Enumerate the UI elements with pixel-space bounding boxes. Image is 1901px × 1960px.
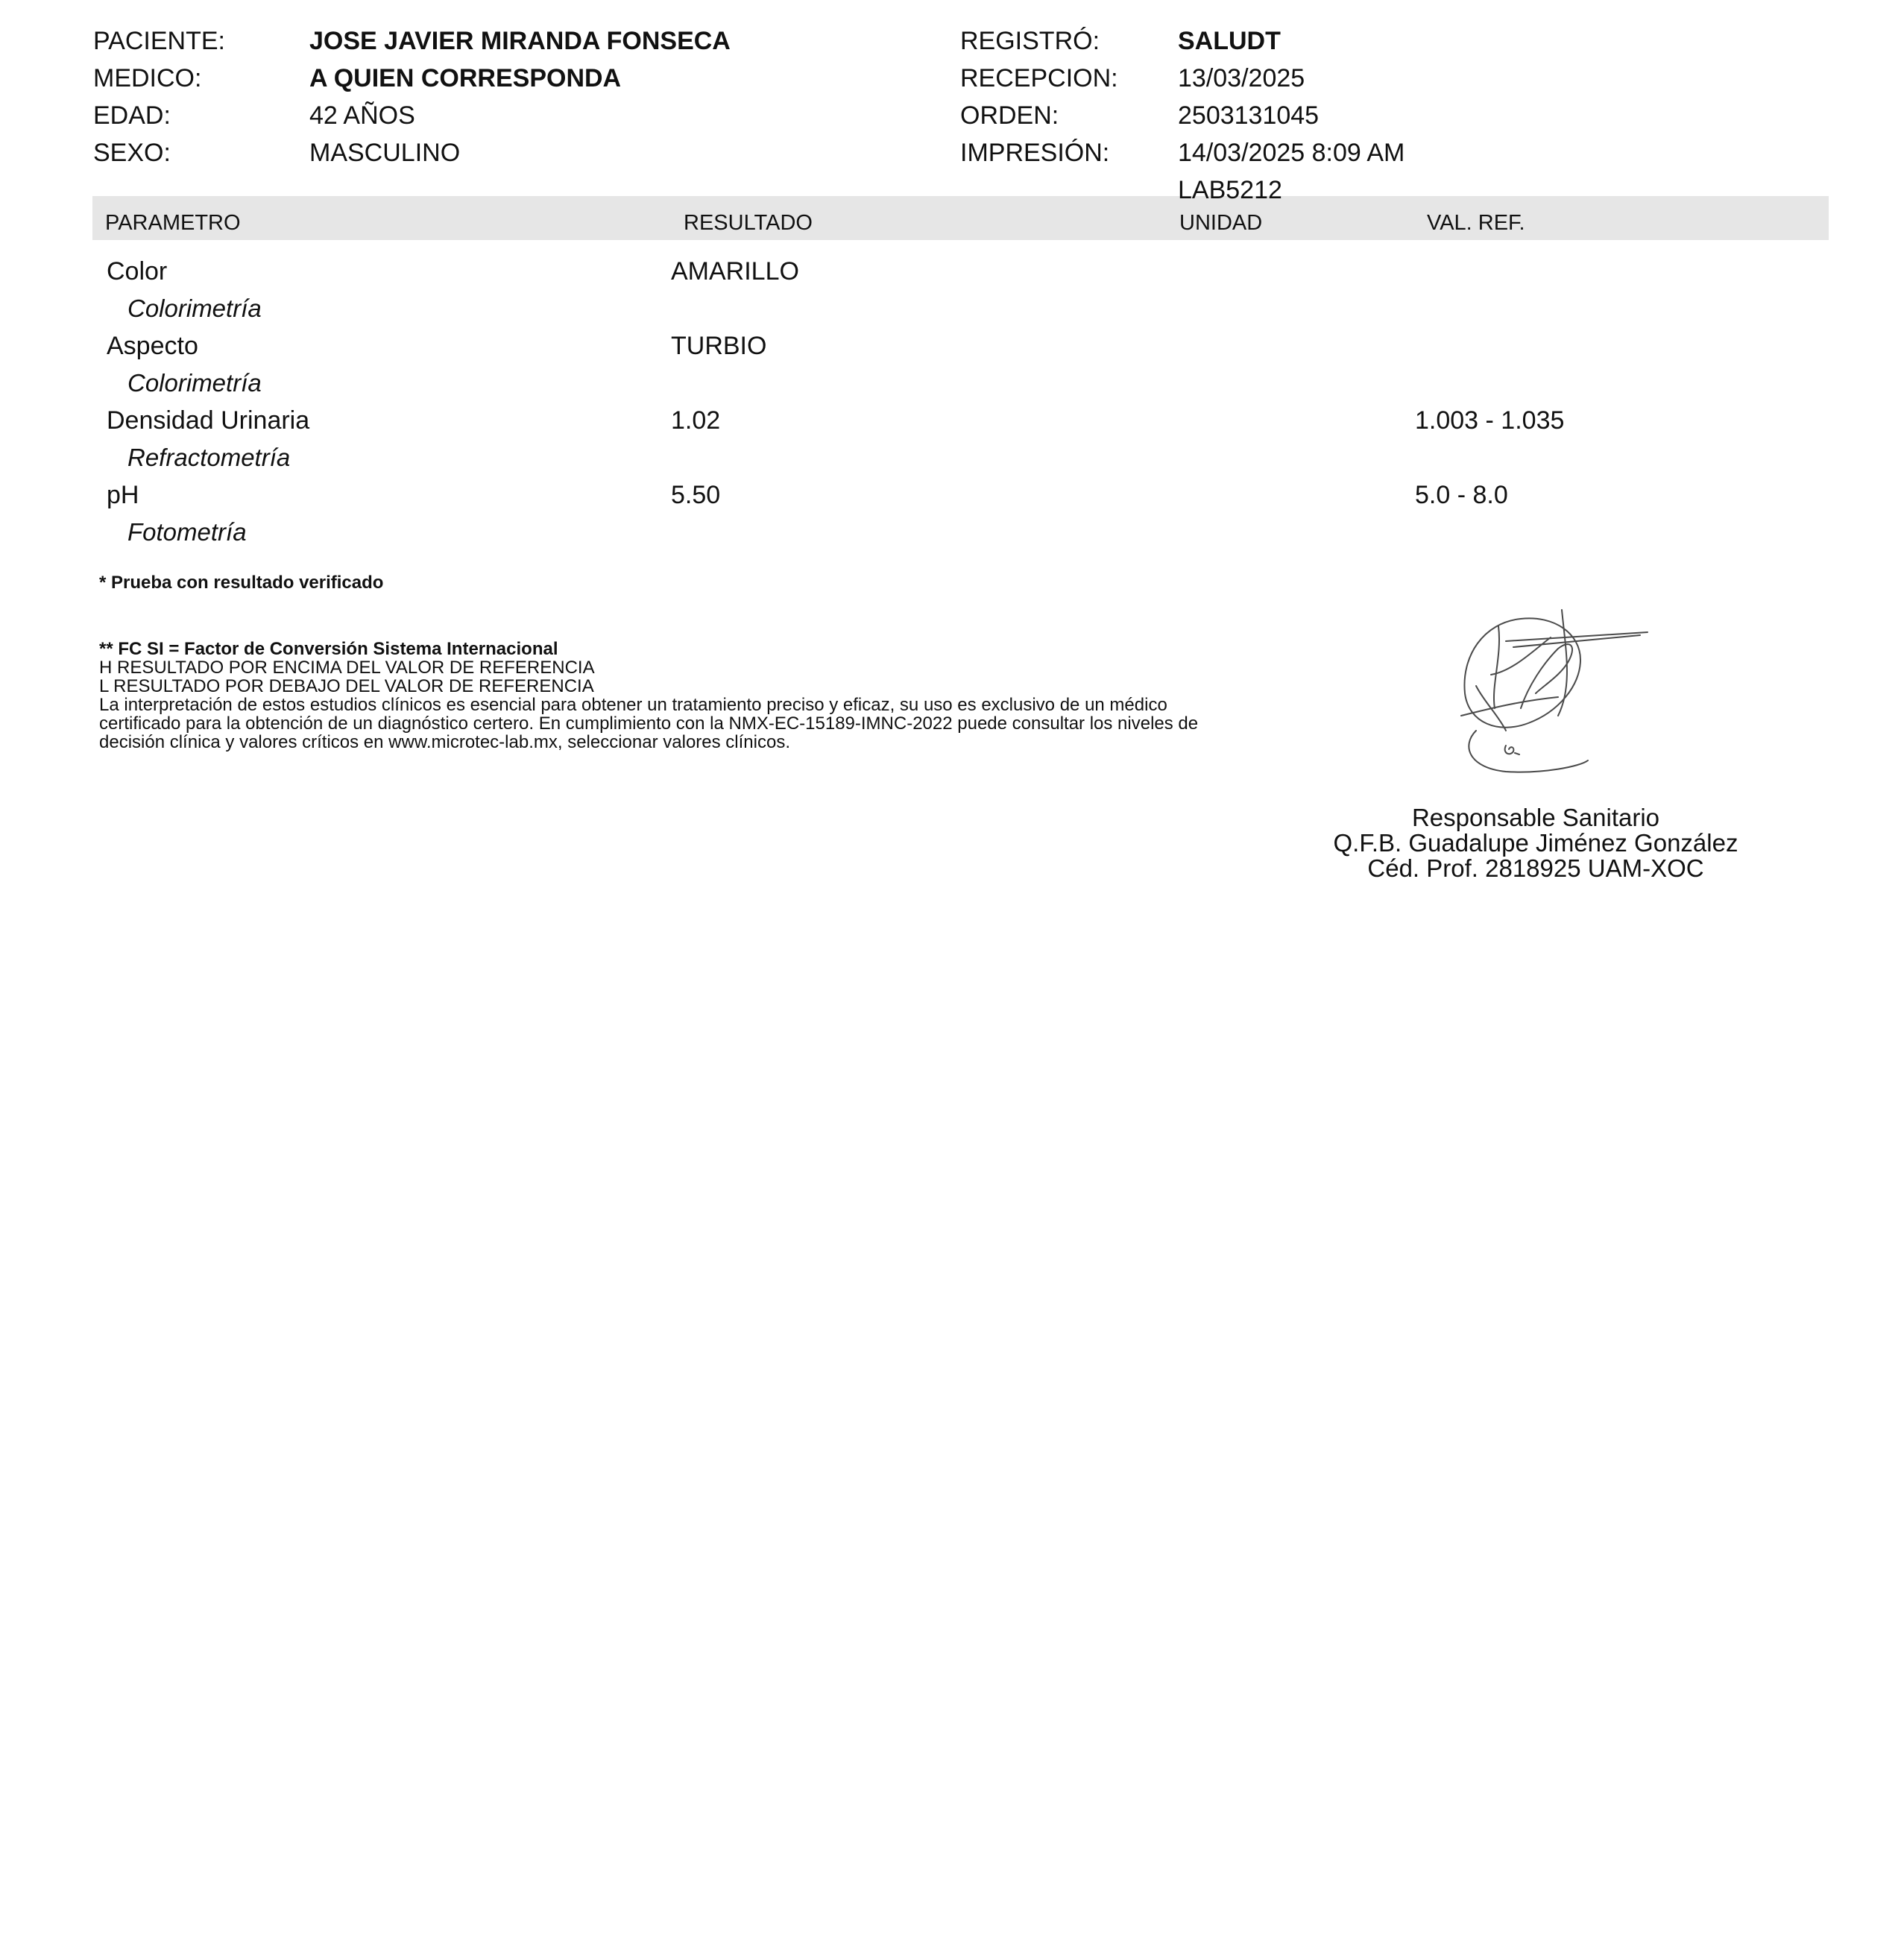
- fc-si-note: ** FC SI = Factor de Conversión Sistema Internacional: [99, 639, 558, 659]
- row-2-metodo: Colorimetría: [127, 369, 262, 397]
- signature-title: Responsable Sanitario: [1411, 804, 1660, 831]
- doctor-value: A QUIEN CORRESPONDA: [309, 64, 622, 92]
- order-value: 2503131045: [1178, 101, 1320, 130]
- row-3-metodo: Refractometría: [127, 444, 291, 471]
- row-4-parametro: pH: [107, 481, 139, 509]
- handwritten-signature-icon: [1431, 604, 1655, 790]
- doctor-label: MEDICO:: [93, 64, 202, 92]
- order-label: ORDEN:: [960, 101, 1059, 130]
- row-4-val-ref: 5.0 - 8.0: [1415, 481, 1508, 509]
- row-3-parametro: Densidad Urinaria: [107, 406, 310, 435]
- row-3-resultado: 1.02: [671, 406, 721, 435]
- print-value: 14/03/2025 8:09 AM: [1178, 139, 1405, 167]
- row-3-val-ref: 1.003 - 1.035: [1415, 406, 1565, 435]
- low-result-note: L RESULTADO POR DEBAJO DEL VALOR DE REFERENCIA: [99, 676, 594, 696]
- registered-value: SALUDT: [1178, 27, 1281, 55]
- print-label: IMPRESIÓN:: [960, 139, 1110, 167]
- row-1-metodo: Colorimetría: [127, 294, 262, 322]
- age-label: EDAD:: [93, 101, 171, 130]
- col-header-resultado: RESULTADO: [684, 211, 813, 235]
- sex-value: MASCULINO: [309, 139, 461, 167]
- signature-license: Céd. Prof. 2818925 UAM-XOC: [1367, 854, 1704, 882]
- row-2-parametro: Aspecto: [107, 332, 198, 360]
- row-4-metodo: Fotometría: [127, 518, 247, 546]
- sex-label: SEXO:: [93, 139, 171, 167]
- registered-label: REGISTRÓ:: [960, 27, 1100, 55]
- col-header-val-ref: VAL. REF.: [1427, 211, 1525, 235]
- row-1-resultado: AMARILLO: [671, 257, 799, 286]
- col-header-unidad: UNIDAD: [1179, 211, 1263, 235]
- age-value: 42 AÑOS: [309, 101, 415, 130]
- patient-value: JOSE JAVIER MIRANDA FONSECA: [309, 27, 731, 55]
- reception-label: RECEPCION:: [960, 64, 1118, 92]
- table-header-bar: [92, 196, 1829, 240]
- col-header-parametro: PARAMETRO: [105, 211, 241, 235]
- reception-value: 13/03/2025: [1178, 64, 1305, 92]
- interpretation-line-1: La interpretación de estos estudios clínicos es esencial para obtener un tratamiento preciso y eficaz, su uso es exclusivo de un médico: [99, 695, 1167, 715]
- row-1-parametro: Color: [107, 257, 168, 286]
- verified-note: * Prueba con resultado verificado: [99, 573, 384, 593]
- row-2-resultado: TURBIO: [671, 332, 767, 360]
- footnotes: [99, 640, 1198, 751]
- signature-name: Q.F.B. Guadalupe Jiménez González: [1333, 829, 1738, 857]
- high-result-note: H RESULTADO POR ENCIMA DEL VALOR DE REFERENCIA: [99, 658, 595, 678]
- row-4-resultado: 5.50: [671, 481, 721, 509]
- patient-label: PACIENTE:: [93, 27, 225, 55]
- interpretation-line-2: certificado para la obtención de un diagnóstico certero. En cumplimiento con la NMX-EC-15189-IMNC-2022 puede consultar los niveles de: [99, 713, 1199, 734]
- interpretation-line-3: decisión clínica y valores críticos en www.microtec-lab.mx, seleccionar valores clínicos.: [99, 732, 790, 752]
- lab-code: LAB5212: [1178, 176, 1282, 204]
